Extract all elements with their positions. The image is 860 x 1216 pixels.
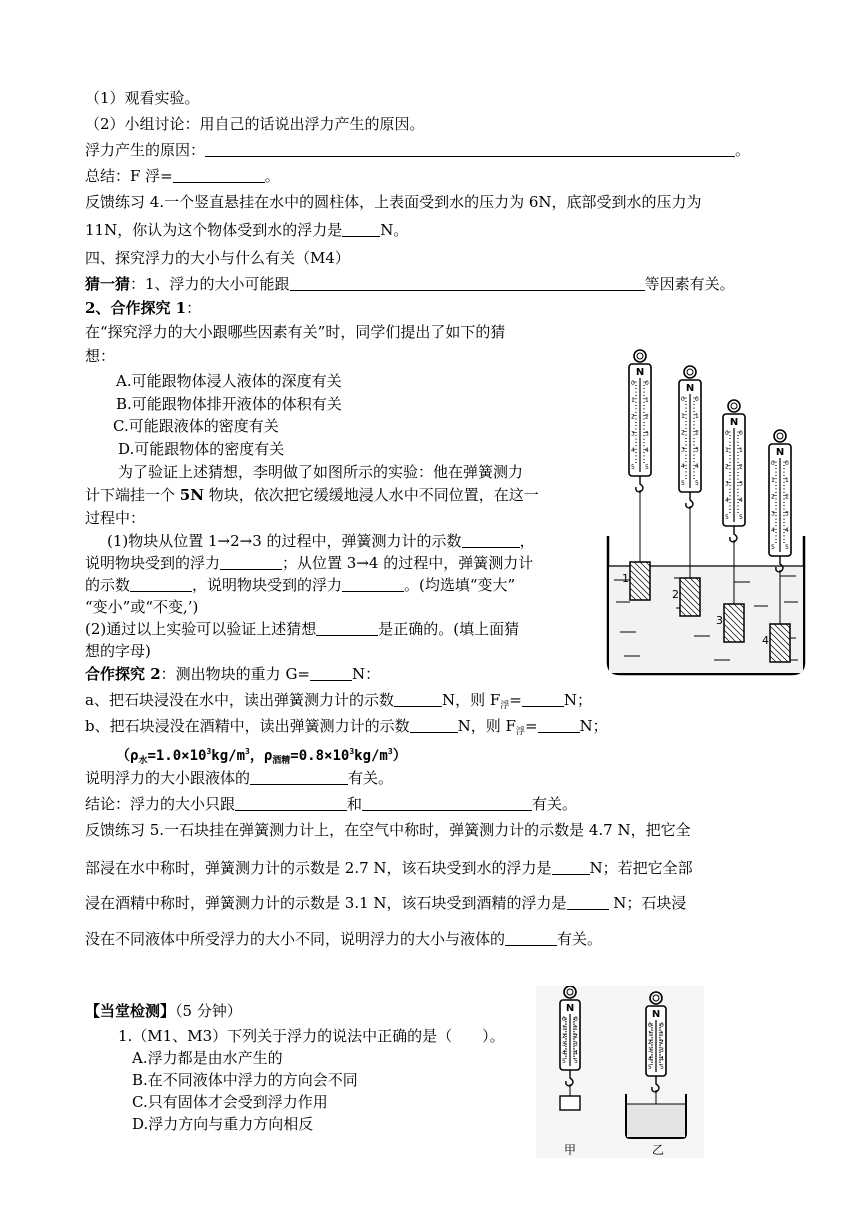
tick-label: 1 bbox=[739, 446, 743, 454]
tick-label: 2 bbox=[785, 493, 789, 501]
summary-blank[interactable] bbox=[173, 166, 265, 183]
exercise-5-text: 有关。 bbox=[557, 930, 603, 948]
hanger-ring-inner bbox=[637, 353, 643, 359]
scale-unit-label: N bbox=[685, 383, 695, 394]
tick-label: 5 bbox=[695, 480, 699, 487]
step-a bbox=[85, 690, 592, 716]
conclusion-text: 结论：浮力的大小只跟 bbox=[85, 795, 236, 813]
tick-label: 3 bbox=[562, 1041, 566, 1049]
test-option-b: B.在不同液体中浮力的方向会不同 bbox=[132, 1071, 358, 1089]
intro-line2: 想： bbox=[85, 347, 116, 365]
coop-2-heading bbox=[85, 664, 380, 684]
answer-blank[interactable] bbox=[552, 858, 590, 875]
section-4-title: 四、探究浮力的大小与什么有关（M4） bbox=[85, 249, 350, 267]
tick-label: 2 bbox=[645, 413, 649, 421]
question-1-line2 bbox=[85, 553, 533, 573]
tick-label: 3 bbox=[645, 430, 649, 438]
superscript: 3 bbox=[349, 747, 355, 756]
scale-hook bbox=[730, 526, 737, 542]
intro-line1: 在“探究浮力的大小跟哪些因素有关”时，同学们提出了如下的猜 bbox=[85, 323, 506, 341]
tick-label: 4 bbox=[739, 497, 743, 505]
question-text: 。(均选填“变大” bbox=[404, 576, 516, 594]
verify-weight: 5N bbox=[179, 486, 204, 504]
tick-label: 4 bbox=[631, 447, 635, 455]
tick-label: 1 bbox=[562, 1024, 566, 1032]
tick-label: 2 bbox=[681, 429, 685, 437]
coop-2-unit: N： bbox=[352, 665, 381, 683]
test-title: 【当堂检测】 bbox=[85, 1002, 176, 1020]
liquid-text: 有关。 bbox=[348, 769, 394, 787]
conclusion-text: 和 bbox=[347, 795, 363, 813]
spring-scale bbox=[769, 430, 791, 572]
tick-label: 3 bbox=[574, 1041, 578, 1049]
summary-line bbox=[85, 166, 280, 186]
answer-blank[interactable] bbox=[342, 575, 404, 592]
question-1-line1 bbox=[107, 531, 535, 551]
verify-line1: 为了验证上述猜想，李明做了如图所示的实验：他在弹簧测力 bbox=[118, 463, 524, 481]
question-1-line4: “变小”或“不变,’) bbox=[85, 598, 199, 616]
tick-label: 4 bbox=[681, 463, 685, 471]
subscript: 浮 bbox=[515, 727, 525, 737]
tick-label: 0 bbox=[574, 1016, 578, 1023]
verify-text: 物块，依次把它缓缓地浸人水中不同位置，在这一 bbox=[203, 486, 539, 504]
tick-label: 0 bbox=[660, 1022, 664, 1029]
tick-label: 4 bbox=[648, 1055, 652, 1063]
scale-unit-label: N bbox=[635, 367, 645, 378]
liquid-text: 说明浮力的大小跟液体的 bbox=[85, 769, 251, 787]
question-text: (1)物块从位置 1→2→3 的过程中，弹簧测力计的示数 bbox=[107, 532, 462, 550]
tick-label: 0 bbox=[681, 396, 685, 403]
tick-label: 0 bbox=[785, 460, 789, 467]
subscript: 浮 bbox=[500, 701, 510, 711]
conclusion-text: 有关。 bbox=[532, 795, 578, 813]
tick-label: 1 bbox=[785, 476, 789, 484]
period: 。 bbox=[264, 167, 280, 185]
spring-scale bbox=[629, 350, 651, 492]
conclusion-blank-2[interactable] bbox=[362, 794, 532, 811]
position-label: 4 bbox=[762, 634, 769, 647]
density-text: （ρ bbox=[116, 748, 139, 764]
subscript: 水 bbox=[138, 756, 148, 766]
scale-unit-label: N bbox=[565, 1003, 575, 1014]
question-2-line1 bbox=[85, 619, 519, 639]
hanger-ring bbox=[684, 366, 696, 378]
tick-label: 4 bbox=[785, 527, 789, 535]
verify-text: 计下端挂一个 bbox=[85, 486, 180, 504]
exercise-4-line1: 反馈练习 4.一个竖直悬挂在水中的圆柱体，上表面受到水的压力为 6N，底部受到水的压力为 bbox=[85, 193, 702, 211]
reason-line bbox=[85, 140, 750, 160]
density-text: kg/m bbox=[354, 748, 388, 764]
exercise-4-blank[interactable] bbox=[342, 220, 380, 237]
tick-label: 2 bbox=[771, 493, 775, 501]
tick-label: 5 bbox=[785, 544, 789, 551]
coop-2-title: 合作探究 2 bbox=[85, 665, 161, 683]
hanger-ring-inner bbox=[687, 369, 693, 375]
tick-label: 1 bbox=[574, 1024, 578, 1032]
question-text: ，说明物块受到的浮力 bbox=[192, 576, 343, 594]
tick-label: 2 bbox=[562, 1032, 566, 1040]
test-duration: （5 分钟） bbox=[175, 1002, 242, 1020]
tick-label: 2 bbox=[574, 1032, 578, 1040]
conclusion-line bbox=[85, 794, 577, 814]
exercise-5-line4 bbox=[85, 929, 602, 949]
guess-label: 猜一猜 bbox=[85, 275, 131, 293]
tick-label: 2 bbox=[695, 429, 699, 437]
answer-blank[interactable] bbox=[130, 575, 192, 592]
exercise-4-text: 11N，你认为这个物体受到水的浮力是 bbox=[85, 221, 343, 239]
tick-label: 4 bbox=[695, 463, 699, 471]
tick-label: 0 bbox=[725, 430, 729, 437]
step-b-text: N，则 F bbox=[457, 717, 516, 735]
answer-blank[interactable] bbox=[220, 553, 282, 570]
conclusion-blank-1[interactable] bbox=[235, 794, 347, 811]
tick-label: 4 bbox=[562, 1049, 566, 1057]
hanger-ring-inner bbox=[731, 403, 737, 409]
question-text: ， bbox=[519, 532, 535, 550]
tick-label: 0 bbox=[771, 460, 775, 467]
verify-line2 bbox=[85, 485, 539, 505]
answer-blank[interactable] bbox=[505, 929, 557, 946]
scale-unit-label: N bbox=[775, 447, 785, 458]
tick-label: 2 bbox=[725, 463, 729, 471]
verify-line3: 过程中： bbox=[85, 509, 146, 527]
tick-label: 5 bbox=[648, 1064, 652, 1071]
tick-label: 2 bbox=[631, 413, 635, 421]
tick-label: 4 bbox=[660, 1055, 664, 1063]
beaker-water bbox=[627, 1104, 685, 1137]
tick-label: 1 bbox=[660, 1030, 664, 1038]
tick-label: 1 bbox=[771, 476, 775, 484]
question-text: 说明物块受到的浮力 bbox=[85, 554, 221, 572]
tick-label: 5 bbox=[660, 1064, 664, 1071]
tick-label: 5 bbox=[562, 1058, 566, 1065]
question-1-line3 bbox=[85, 575, 515, 595]
tick-label: 1 bbox=[631, 396, 635, 404]
spring-scale-experiment-figure bbox=[604, 340, 810, 680]
exercise-5-text: 没在不同液体中所受浮力的大小不同，说明浮力的大小与液体的 bbox=[85, 930, 506, 948]
question-text: ；从位置 3→4 的过程中，弹簧测力计 bbox=[282, 554, 534, 572]
equals: = bbox=[524, 717, 538, 735]
test-option-d: D.浮力方向与重力方向相反 bbox=[132, 1115, 314, 1133]
tick-label: 3 bbox=[648, 1047, 652, 1055]
option-a: A.可能跟物体浸人液体的深度有关 bbox=[116, 372, 342, 390]
exercise-5-text: N；石块浸 bbox=[608, 894, 687, 912]
block-in-air bbox=[560, 1096, 580, 1110]
density-text: ） bbox=[392, 748, 407, 764]
density-text: =0.8×10 bbox=[290, 748, 350, 764]
superscript: 3 bbox=[387, 747, 393, 756]
coop-1-title: 合作探究 1 bbox=[110, 299, 187, 317]
period: 。 bbox=[735, 141, 751, 159]
exercise-5-text: 浸在酒精中称时，弹簧测力计的示数是 3.1 N，该石块受到酒精的浮力是 bbox=[85, 894, 567, 912]
tick-label: 3 bbox=[725, 480, 729, 488]
step-observe: （1）观看实验。 bbox=[85, 89, 200, 107]
hanger-ring-inner bbox=[777, 433, 783, 439]
tick-label: 0 bbox=[739, 430, 743, 437]
option-d: D.可能跟物体的密度有关 bbox=[118, 440, 285, 458]
exercise-5-text: N；若把它全部 bbox=[589, 859, 693, 877]
spring-scale bbox=[679, 366, 701, 508]
liquid-blank[interactable] bbox=[250, 768, 348, 785]
density-text: kg/m bbox=[211, 748, 246, 764]
superscript: 3 bbox=[206, 747, 212, 756]
tick-label: 1 bbox=[725, 446, 729, 454]
test-option-c: C.只有固体才会受到浮力作用 bbox=[132, 1093, 328, 1111]
tick-label: 4 bbox=[771, 527, 775, 535]
exercise-4-unit: N。 bbox=[380, 221, 409, 239]
exercise-5-line2 bbox=[85, 858, 693, 878]
tick-label: 1 bbox=[645, 396, 649, 404]
scale-hook bbox=[636, 476, 643, 492]
question-text: 是正确的。(填上面猜 bbox=[378, 620, 520, 638]
scale-unit-label: N bbox=[651, 1009, 661, 1020]
equals: = bbox=[509, 691, 522, 709]
answer-blank[interactable] bbox=[316, 619, 378, 636]
step-discuss: （2）小组讨论：用自己的话说出浮力产生的原因。 bbox=[85, 115, 425, 133]
tick-label: 1 bbox=[695, 412, 699, 420]
step-b-text: b、把石块浸没在酒精中，读出弹簧测力计的示数 bbox=[85, 717, 410, 735]
superscript: 3 bbox=[245, 747, 250, 756]
liquid-line bbox=[85, 768, 393, 788]
tick-label: 5 bbox=[739, 514, 743, 521]
spring-scale-comparison-figure bbox=[536, 986, 704, 1158]
tick-label: 5 bbox=[771, 544, 775, 551]
subscript: 酒精 bbox=[272, 756, 291, 766]
hanger-ring bbox=[634, 350, 646, 362]
hanger-ring bbox=[728, 400, 740, 412]
tick-label: 3 bbox=[660, 1047, 664, 1055]
buoyancy-blank[interactable] bbox=[538, 716, 580, 733]
scale-hook bbox=[686, 492, 693, 508]
tick-label: 5 bbox=[725, 514, 729, 521]
unit: N； bbox=[563, 691, 592, 709]
tick-label: 0 bbox=[695, 396, 699, 403]
spring-scales bbox=[629, 350, 791, 572]
option-c: C.可能跟液体的密度有关 bbox=[113, 417, 279, 435]
exercise-5-text: 部浸在水中称时，弹簧测力计的示数是 2.7 N，该石块受到水的浮力是 bbox=[85, 859, 552, 877]
tick-label: 0 bbox=[648, 1022, 652, 1029]
tick-label: 0 bbox=[562, 1016, 566, 1023]
density-text: ，ρ bbox=[249, 748, 273, 764]
position-label: 3 bbox=[716, 614, 723, 627]
position-label: 1 bbox=[622, 572, 629, 585]
tick-label: 2 bbox=[648, 1038, 652, 1046]
tick-label: 1 bbox=[648, 1030, 652, 1038]
guess-text: ：1、浮力的大小可能跟 bbox=[130, 275, 290, 293]
guess-line bbox=[85, 274, 735, 294]
spring-scale bbox=[723, 400, 745, 542]
tick-label: 3 bbox=[771, 510, 775, 518]
caption-yi: 乙 bbox=[651, 1143, 665, 1157]
summary-label: 总结：F 浮= bbox=[85, 167, 173, 185]
tick-label: 0 bbox=[631, 380, 635, 387]
step-a-text: a、把石块浸没在水中，读出弹簧测力计的示数 bbox=[85, 691, 394, 709]
guess-blank[interactable] bbox=[290, 274, 645, 291]
reason-blank[interactable] bbox=[205, 140, 735, 157]
tick-label: 3 bbox=[695, 446, 699, 454]
tick-label: 2 bbox=[739, 463, 743, 471]
reading-blank[interactable] bbox=[410, 716, 458, 733]
coop-1-heading bbox=[85, 298, 201, 318]
test-option-a: A.浮力都是由水产生的 bbox=[132, 1049, 283, 1067]
step-a-text: N，则 F bbox=[441, 691, 501, 709]
reason-label: 浮力产生的原因： bbox=[85, 141, 206, 159]
tick-label: 3 bbox=[739, 480, 743, 488]
test-header bbox=[85, 1001, 242, 1021]
tick-label: 4 bbox=[725, 497, 729, 505]
option-b: B.可能跟物体排开液体的体积有关 bbox=[116, 395, 342, 413]
exercise-5-line3 bbox=[85, 893, 686, 913]
coop-2-text: ：测出物块的重力 G= bbox=[160, 665, 310, 683]
question-text: (2)通过以上实验可以验证上述猜想 bbox=[85, 620, 317, 638]
weight-blank[interactable] bbox=[310, 664, 352, 681]
position-label: 2 bbox=[672, 588, 679, 601]
tick-label: 0 bbox=[645, 380, 649, 387]
tick-label: 2 bbox=[660, 1038, 664, 1046]
tick-label: 4 bbox=[574, 1049, 578, 1057]
caption-jia: 甲 bbox=[563, 1143, 577, 1157]
tick-label: 5 bbox=[631, 464, 635, 471]
answer-blank[interactable] bbox=[567, 893, 609, 910]
density-values bbox=[116, 742, 407, 771]
step-b bbox=[85, 716, 608, 742]
buoyancy-blank[interactable] bbox=[522, 690, 564, 707]
tick-label: 3 bbox=[785, 510, 789, 518]
question-2-line2: 想的字母) bbox=[85, 642, 151, 660]
scale-unit-label: N bbox=[729, 417, 739, 428]
coop-1-colon: ： bbox=[186, 299, 202, 317]
tick-label: 1 bbox=[681, 412, 685, 420]
unit: N； bbox=[579, 717, 608, 735]
coop-1-number: 2、 bbox=[85, 299, 111, 317]
hanger-ring bbox=[774, 430, 786, 442]
tick-label: 4 bbox=[645, 447, 649, 455]
reading-blank[interactable] bbox=[394, 690, 442, 707]
question-text: 的示数 bbox=[85, 576, 131, 594]
guess-end: 等因素有关。 bbox=[644, 275, 735, 293]
test-question-1: 1.（M1、M3）下列关于浮力的说法中正确的是（ ）。 bbox=[118, 1027, 505, 1045]
density-text: =1.0×10 bbox=[147, 748, 207, 764]
tick-label: 3 bbox=[631, 430, 635, 438]
tick-label: 5 bbox=[645, 464, 649, 471]
tick-label: 5 bbox=[681, 480, 685, 487]
exercise-5-line1: 反馈练习 5.一石块挂在弹簧测力计上，在空气中称时，弹簧测力计的示数是 4.7 N，把它全 bbox=[85, 821, 691, 839]
answer-blank[interactable] bbox=[462, 531, 520, 548]
tick-label: 5 bbox=[574, 1058, 578, 1065]
exercise-4-line2 bbox=[85, 220, 408, 240]
tick-label: 3 bbox=[681, 446, 685, 454]
